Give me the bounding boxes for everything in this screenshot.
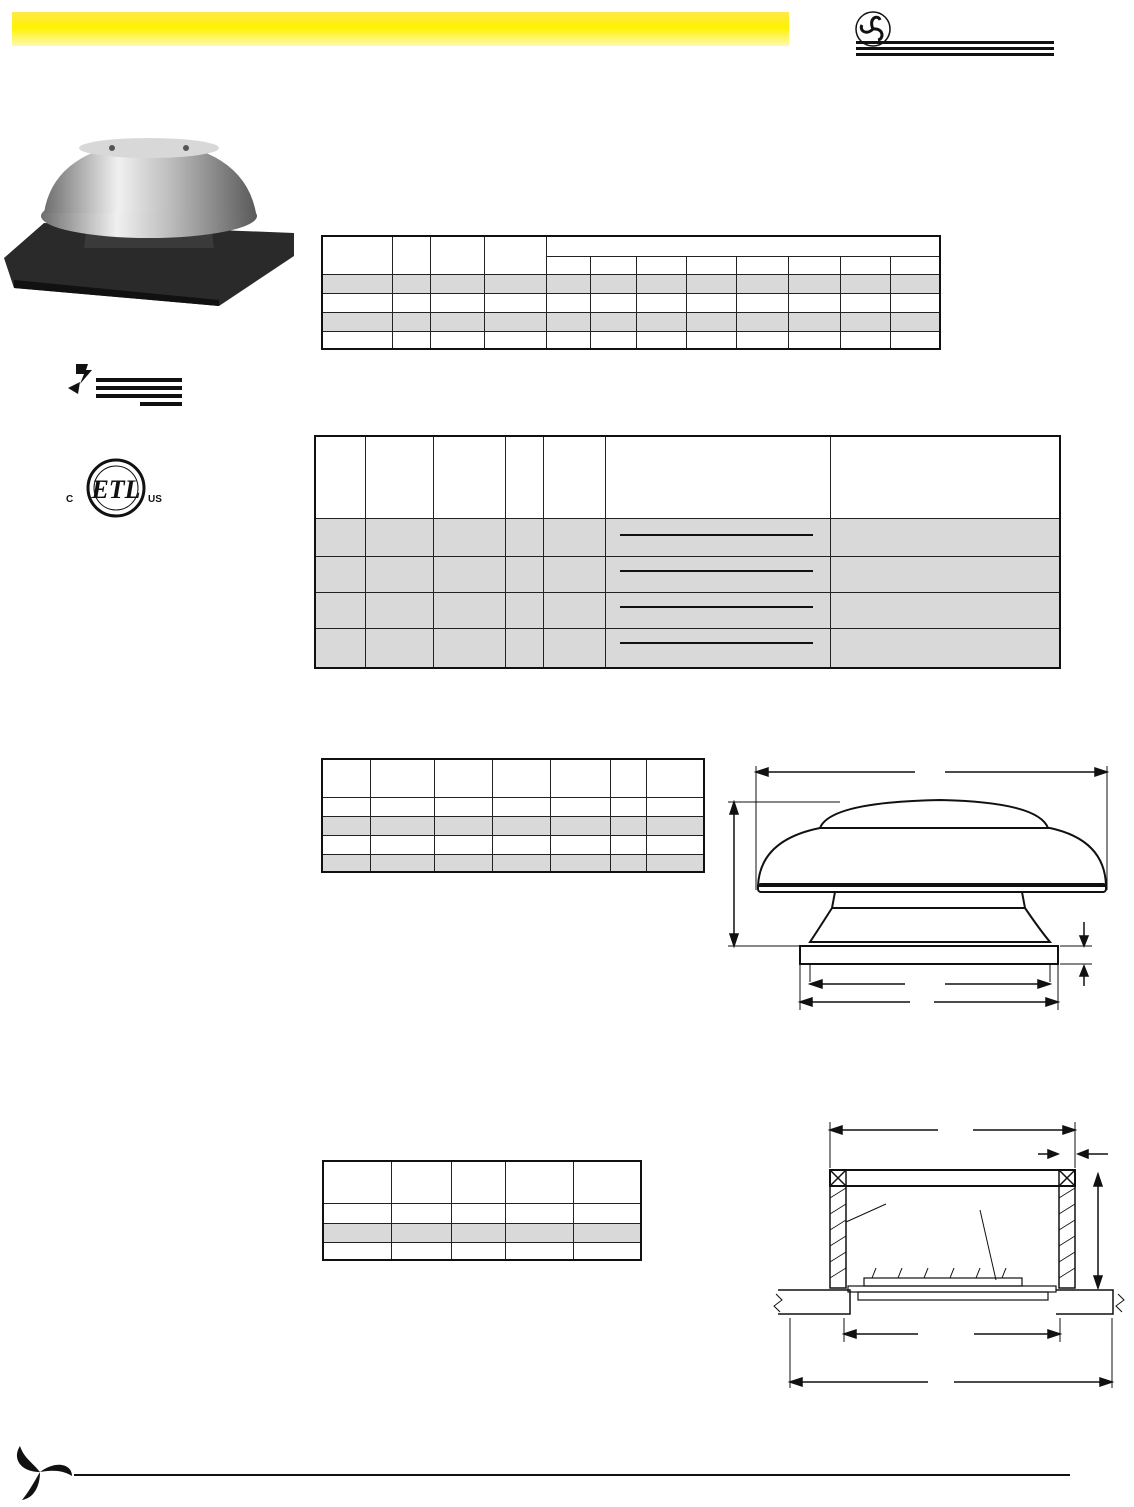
table-header-cell — [686, 256, 736, 274]
table-header-cell — [315, 436, 365, 518]
table-header-cell — [736, 256, 788, 274]
table-header-cell — [430, 236, 484, 274]
etl-listed-icon — [66, 454, 166, 524]
table-row — [322, 312, 940, 331]
table-row — [322, 854, 704, 872]
table-row — [322, 293, 940, 312]
performance-table — [321, 235, 941, 350]
table-header-cell — [590, 256, 636, 274]
footer-rule — [74, 1474, 1070, 1476]
table-header-cell — [890, 256, 940, 274]
table-row — [322, 816, 704, 835]
table-header-cell — [610, 759, 646, 797]
table-row — [322, 331, 940, 349]
brand-rule — [856, 41, 1054, 44]
dimension-table — [321, 758, 705, 873]
airmaster-fan-logo-icon — [850, 6, 896, 52]
table-header-cell — [322, 236, 392, 274]
brand-rule — [856, 47, 1054, 50]
table-header-cell — [451, 1161, 505, 1203]
motor-controls-table — [314, 435, 1061, 669]
table-row — [315, 556, 1060, 592]
rooftop-exhaust-fan-photo — [4, 128, 298, 308]
table-header-cell — [636, 256, 686, 274]
table-header-cell — [543, 436, 605, 518]
header-banner — [12, 12, 789, 46]
table-row — [323, 1242, 641, 1260]
brand-rule — [856, 53, 1054, 56]
table-header-cell — [323, 1161, 391, 1203]
table-header-cell — [433, 436, 505, 518]
table-row — [315, 628, 1060, 668]
table-header-cell — [322, 759, 370, 797]
table-header-cell — [605, 436, 830, 518]
table-header-cell — [573, 1161, 641, 1203]
fan-dimension-drawing — [720, 760, 1120, 1020]
table-header-cell — [546, 256, 590, 274]
table-row — [322, 274, 940, 293]
table-row — [315, 518, 1060, 556]
table-row — [323, 1223, 641, 1242]
table-header-cell — [830, 436, 1060, 518]
control-option-rule — [620, 570, 813, 572]
table-header-cell — [546, 236, 940, 256]
table-header-cell — [392, 236, 430, 274]
table-header-cell — [391, 1161, 451, 1203]
amca-seal-icon — [66, 362, 184, 408]
table-header-cell — [788, 256, 840, 274]
svg-text:ETL: ETL — [91, 475, 141, 504]
table-row — [322, 797, 704, 816]
table-header-cell — [484, 236, 546, 274]
table-header-cell — [370, 759, 434, 797]
roof-curb-drawing — [768, 1118, 1132, 1394]
curb-table — [322, 1160, 642, 1261]
etl-left-mark: C — [66, 494, 74, 505]
airmaster-swirl-logo-icon — [6, 1440, 76, 1502]
table-header-cell — [505, 1161, 573, 1203]
table-header-cell — [840, 256, 890, 274]
table-header-cell — [492, 759, 550, 797]
table-row — [315, 592, 1060, 628]
etl-right-mark: US — [148, 494, 162, 505]
table-row — [323, 1203, 641, 1223]
table-header-cell — [550, 759, 610, 797]
control-option-rule — [620, 642, 813, 644]
control-option-rule — [620, 534, 813, 536]
table-row — [322, 835, 704, 854]
table-header-cell — [434, 759, 492, 797]
table-header-cell — [505, 436, 543, 518]
control-option-rule — [620, 606, 813, 608]
table-header-cell — [646, 759, 704, 797]
table-header-cell — [365, 436, 433, 518]
